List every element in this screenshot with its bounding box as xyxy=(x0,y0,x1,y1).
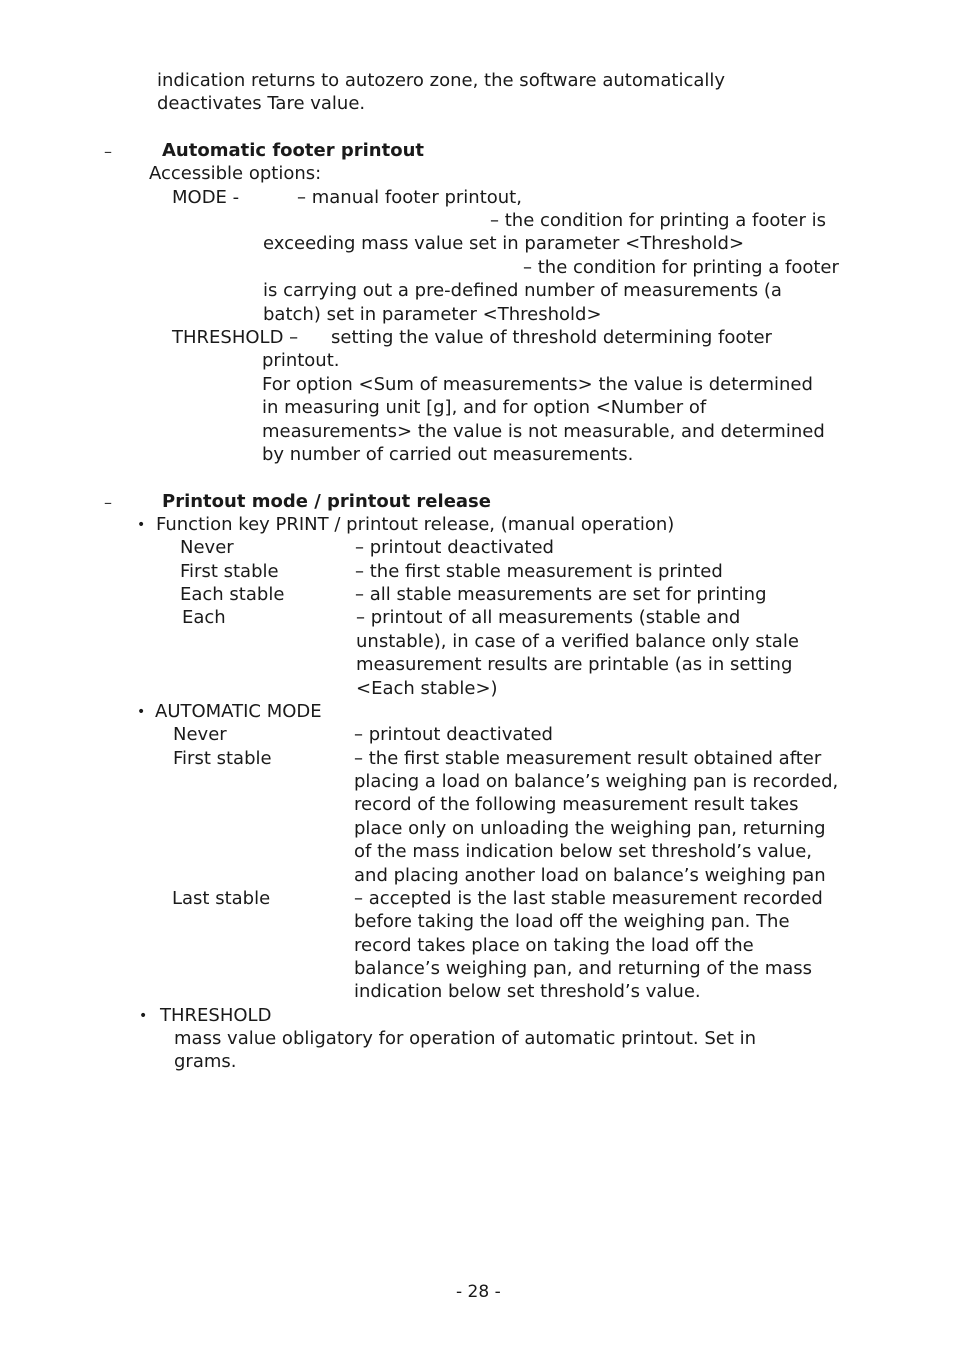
mode-option-manual: – manual footer printout, xyxy=(297,187,522,208)
option-label: Never xyxy=(173,724,227,745)
function-key-heading: Function key PRINT / printout release, (manual operation) xyxy=(156,514,675,535)
option-label: Last stable xyxy=(172,888,271,909)
threshold-description: by number of carried out measurements. xyxy=(262,444,634,465)
option-label: Each xyxy=(182,607,226,628)
bullet-icon: • xyxy=(137,704,146,720)
page-number: - 28 - xyxy=(456,1282,501,1302)
threshold-text: mass value obligatory for operation of automatic printout. Set in xyxy=(174,1028,757,1049)
option-description: <Each stable>) xyxy=(356,678,498,699)
automatic-mode-heading: AUTOMATIC MODE xyxy=(155,701,322,722)
section-heading-footer: Automatic footer printout xyxy=(162,140,424,161)
bullet-icon: • xyxy=(139,1008,148,1024)
mode-option-batch: batch) set in parameter <Threshold> xyxy=(263,304,602,325)
option-description: before taking the load off the weighing pan. The xyxy=(354,911,790,932)
option-description: – printout of all measurements (stable and xyxy=(356,607,741,628)
option-description: balance’s weighing pan, and returning of the mass xyxy=(354,958,813,979)
intro-line: deactivates Tare value. xyxy=(157,93,366,114)
option-label: Never xyxy=(180,537,234,558)
option-description: – all stable measurements are set for printing xyxy=(355,584,767,605)
threshold-label: THRESHOLD – xyxy=(172,327,299,348)
option-label: First stable xyxy=(180,561,279,582)
option-description: and placing another load on balance’s weighing pan xyxy=(354,865,826,886)
option-description: – printout deactivated xyxy=(354,724,553,745)
option-description: record takes place on taking the load off the xyxy=(354,935,754,956)
threshold-description: in measuring unit [g], and for option <Number of xyxy=(262,397,707,418)
option-description: of the mass indication below set threshold’s value, xyxy=(354,841,813,862)
threshold-heading: THRESHOLD xyxy=(160,1005,272,1026)
mode-option-threshold: exceeding mass value set in parameter <Threshold> xyxy=(263,233,745,254)
threshold-description: printout. xyxy=(262,350,340,371)
threshold-text: grams. xyxy=(174,1051,237,1072)
accessible-options-label: Accessible options: xyxy=(149,163,322,184)
option-description: indication below set threshold’s value. xyxy=(354,981,701,1002)
option-description: measurement results are printable (as in setting xyxy=(356,654,793,675)
mode-option-batch: – the condition for printing a footer xyxy=(523,257,839,278)
option-label: Each stable xyxy=(180,584,285,605)
option-label: First stable xyxy=(173,748,272,769)
threshold-description: For option <Sum of measurements> the value is determined xyxy=(262,374,813,395)
option-description: record of the following measurement result takes xyxy=(354,794,799,815)
threshold-description: setting the value of threshold determining footer xyxy=(331,327,772,348)
option-description: placing a load on balance’s weighing pan is recorded, xyxy=(354,771,839,792)
option-description: – the first stable measurement is printed xyxy=(355,561,723,582)
threshold-description: measurements> the value is not measurable, and determined xyxy=(262,421,825,442)
option-description: – accepted is the last stable measurement recorded xyxy=(354,888,823,909)
section-dash-marker: – xyxy=(104,142,112,161)
bullet-icon: • xyxy=(137,517,146,533)
mode-option-threshold: – the condition for printing a footer is xyxy=(490,210,826,231)
section-heading-printout: Printout mode / printout release xyxy=(162,491,491,512)
option-description: – the first stable measurement result obtained after xyxy=(354,748,822,769)
option-description: – printout deactivated xyxy=(355,537,554,558)
section-dash-marker: – xyxy=(104,493,112,512)
mode-option-batch: is carrying out a pre-defined number of measurements (a xyxy=(263,280,782,301)
option-description: unstable), in case of a verified balance only stale xyxy=(356,631,799,652)
option-description: place only on unloading the weighing pan, returning xyxy=(354,818,826,839)
mode-label: MODE - xyxy=(172,187,240,208)
intro-line: indication returns to autozero zone, the software automatically xyxy=(157,70,726,91)
